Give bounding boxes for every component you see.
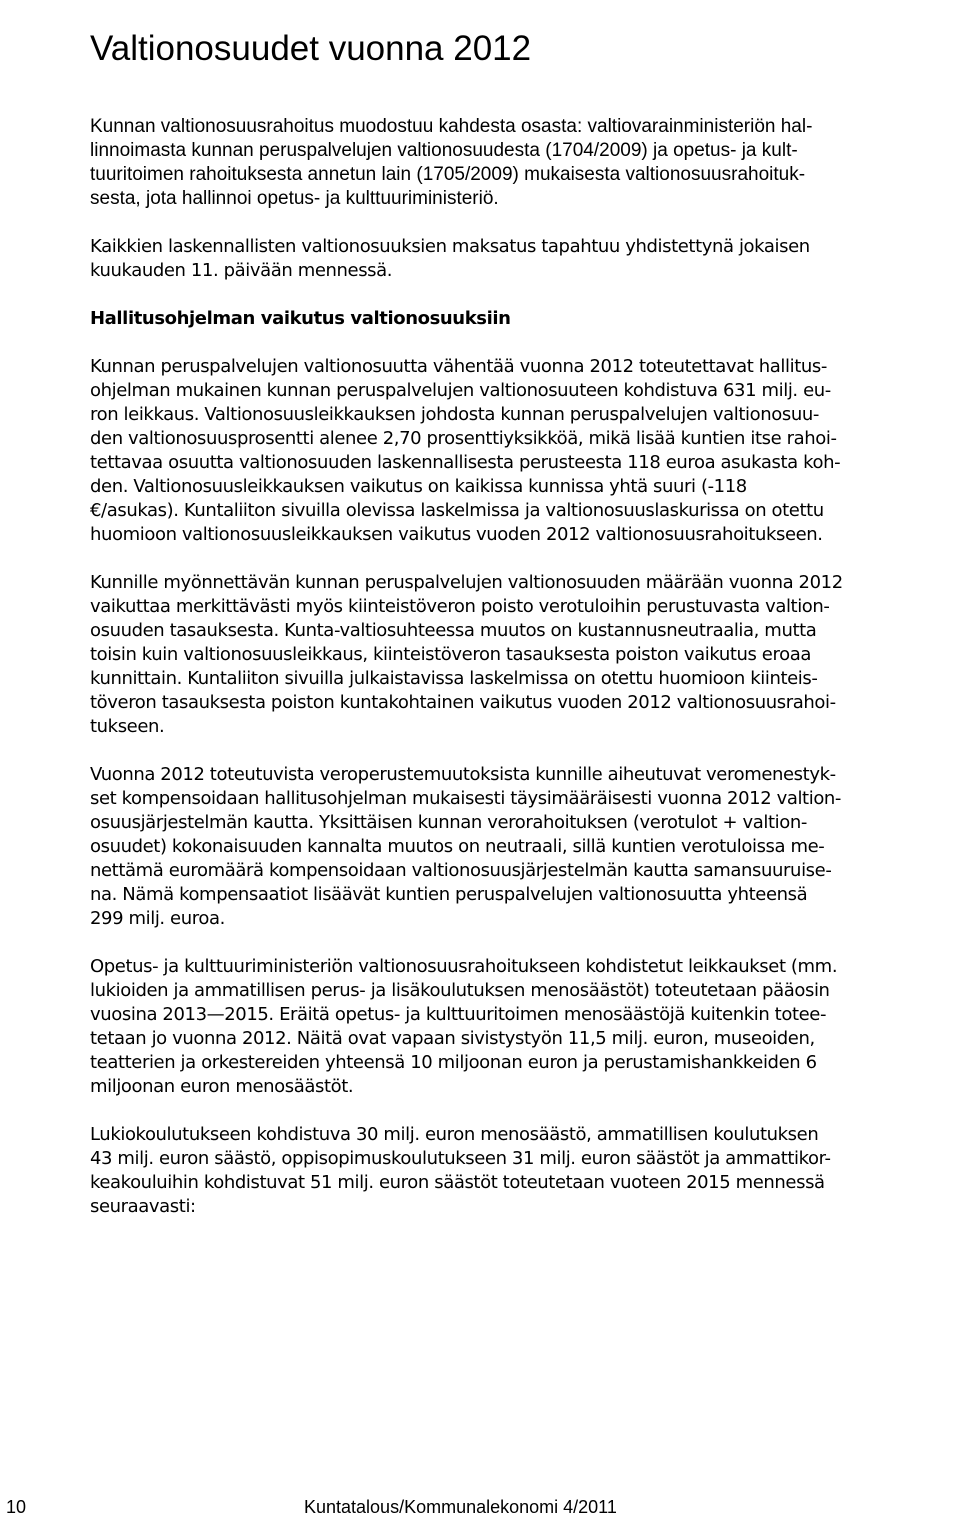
text-line: Kunnan peruspalvelujen valtionosuutta vähentää vuonna 2012 toteutettavat hallitus- — [90, 356, 827, 377]
article-body — [90, 115, 950, 1219]
text-line: na. Nämä kompensaatiot lisäävät kuntien peruspalvelujen valtionosuutta yhteensä — [90, 884, 808, 905]
text-line: den valtionosuusprosentti alenee 2,70 prosenttiyksikköä, mikä lisää kuntien itse rahoi- — [90, 428, 837, 449]
text-line: tetaan jo vuonna 2012. Näitä ovat vapaan sivistystyön 11,5 milj. euron, museoiden, — [90, 1028, 815, 1049]
paragraph-gap — [90, 331, 950, 355]
text-line: kuukauden 11. päivään mennessä. — [90, 260, 393, 281]
paragraph-gap — [90, 739, 950, 763]
text-line: kunnittain. Kuntaliiton sivuilla julkaistavissa laskelmissa on otettu huomioon kiinteis- — [90, 668, 818, 689]
page-title: Valtionosuudet vuonna 2012 — [90, 29, 532, 68]
paragraph-gap — [90, 547, 950, 571]
text-line: Kunnan valtionosuusrahoitus muodostuu kahdesta osasta: valtiovarainministeriön hal- — [90, 116, 813, 137]
text-line: töveron tasauksesta poiston kuntakohtainen vaikutus vuoden 2012 valtionosuusrahoi- — [90, 692, 836, 713]
text-line: Vuonna 2012 toteutuvista veroperustemuutoksista kunnille aiheutuvat veromenestyk- — [90, 764, 836, 785]
text-line: set kompensoidaan hallitusohjelman mukaisesti täysimääräisesti vuonna 2012 valtion- — [90, 788, 842, 809]
text-line: sesta, jota hallinnoi opetus- ja kulttuuriministeriö. — [90, 188, 499, 209]
text-line: osuudet) kokonaisuuden kannalta muutos on neutraali, sillä kuntien verotuloissa me- — [90, 836, 825, 857]
paragraph-gap — [90, 211, 950, 235]
paragraph — [90, 1123, 950, 1219]
text-line: Opetus- ja kulttuuriministeriön valtionosuusrahoitukseen kohdistetut leikkaukset (mm. — [90, 956, 838, 977]
paragraph — [90, 571, 950, 739]
text-line: vuosina 2013—2015. Eräitä opetus- ja kulttuuritoimen menosäästöjä kuitenkin totee- — [90, 1004, 827, 1025]
text-line: linnoimasta kunnan peruspalvelujen valtionosuudesta (1704/2009) ja opetus- ja kult- — [90, 140, 798, 161]
text-line: nettämä euromäärä kompensoidaan valtionosuusjärjestelmän kautta samansuuruise- — [90, 860, 832, 881]
paragraph-gap — [90, 931, 950, 955]
paragraph — [90, 763, 950, 931]
text-line: vaikuttaa merkittävästi myös kiinteistöveron poisto verotuloihin perustuvasta valtion- — [90, 596, 830, 617]
text-line: keakouluihin kohdistuvat 51 milj. euron säästöt toteutetaan vuoteen 2015 mennessä — [90, 1172, 825, 1193]
text-line: Lukiokoulutukseen kohdistuva 30 milj. euron menosäästö, ammatillisen koulutuksen — [90, 1124, 819, 1145]
paragraph — [90, 235, 950, 283]
section-heading — [90, 307, 950, 331]
text-line: miljoonan euron menosäästöt. — [90, 1076, 354, 1097]
paragraph-gap — [90, 1099, 950, 1123]
paragraph — [90, 955, 950, 1099]
text-line: €/asukas). Kuntaliiton sivuilla olevissa laskelmissa ja valtionosuuslaskurissa on otettu — [90, 500, 824, 521]
heading-line: Hallitusohjelman vaikutus valtionosuuksiin — [90, 308, 511, 329]
paragraph — [90, 115, 950, 211]
paragraph — [90, 355, 950, 547]
text-line: seuraavasti: — [90, 1196, 196, 1217]
text-line: osuusjärjestelmän kautta. Yksittäisen kunnan verorahoituksen (verotulot + valtion- — [90, 812, 807, 833]
text-line: teatterien ja orkestereiden yhteensä 10 miljoonan euron ja perustamishankkeiden 6 — [90, 1052, 817, 1073]
text-line: huomioon valtionosuusleikkauksen vaikutus vuoden 2012 valtionosuusrahoitukseen. — [90, 524, 823, 545]
text-line: lukioiden ja ammatillisen perus- ja lisäkoulutuksen menosäästöt) toteutetaan pääosin — [90, 980, 830, 1001]
publication-name: Kuntatalous/Kommunalekonomi 4/2011 — [304, 1497, 617, 1517]
paragraph-gap — [90, 283, 950, 307]
text-line: Kunnille myönnettävän kunnan peruspalvelujen valtionosuuden määrään vuonna 2012 — [90, 572, 843, 593]
text-line: osuuden tasauksesta. Kunta-valtiosuhteessa muutos on kustannusneutraalia, mutta — [90, 620, 817, 641]
text-line: 299 milj. euroa. — [90, 908, 225, 929]
text-line: den. Valtionosuusleikkauksen vaikutus on kaikissa kunnissa yhtä suuri (-118 — [90, 476, 747, 497]
text-line: tukseen. — [90, 716, 165, 737]
text-line: 43 milj. euron säästö, oppisopimuskoulutukseen 31 milj. euron säästöt ja ammattikor- — [90, 1148, 831, 1169]
text-line: ohjelman mukainen kunnan peruspalvelujen valtionosuuteen kohdistuva 631 milj. eu- — [90, 380, 831, 401]
page-number: 10 — [6, 1497, 27, 1517]
text-line: ron leikkaus. Valtionosuusleikkauksen johdosta kunnan peruspalvelujen valtionosuu- — [90, 404, 819, 425]
text-line: Kaikkien laskennallisten valtionosuuksien maksatus tapahtuu yhdistettynä jokaisen — [90, 236, 810, 257]
text-line: toisin kuin valtionosuusleikkaus, kiinteistöveron tasauksesta poiston vaikutus eroaa — [90, 644, 811, 665]
text-line: tettavaa osuutta valtionosuuden laskennallisesta perusteesta 118 euroa asukasta koh- — [90, 452, 841, 473]
text-line: tuuritoimen rahoituksesta annetun lain (1705/2009) mukaisesta valtionosuusrahoituk- — [90, 164, 806, 185]
